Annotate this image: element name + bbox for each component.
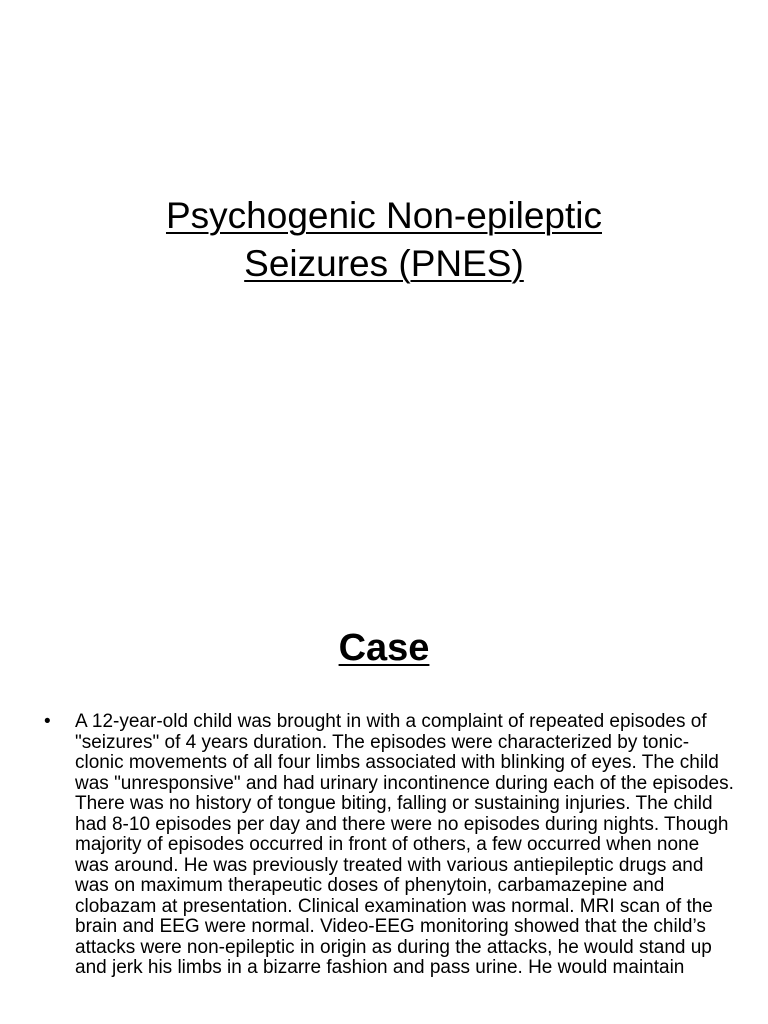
slide-title-line-1: Psychogenic Non-epileptic xyxy=(165,195,602,236)
case-heading-text: Case xyxy=(338,627,430,669)
case-description: A 12-year-old child was brought in with a complaint of repeated episodes of "seizures" of 4 years duration. The episodes were characterized by tonic-clonic movements of all four limbs associated with blinking of eyes. The child was "unresponsive" and had urinary incontinence during each of the episodes. There was no history of tongue biting, falling or sustaining injuries. The child had 8-10 episodes per day and there were no episodes during nights. Though majority of episodes occurred in front of others, a few occurred when none was around. He was previously treated with various antiepileptic drugs and was on maximum therapeutic doses of phenytoin, carbamazepine and clobazam at presentation. Clinical examination was normal. MRI scan of the brain and EEG were normal. Video-EEG monitoring showed that the child’s attacks were non-epileptic in origin as during the attacks, he would stand up and jerk his limbs in a bizarre fashion and pass urine. He would maintain xyxy=(75,711,734,978)
case-bullet-item xyxy=(44,712,734,979)
slide-title-line-2: Seizures (PNES) xyxy=(244,243,524,284)
bullet-icon: • xyxy=(44,711,51,732)
case-heading xyxy=(0,624,768,672)
slide-title xyxy=(0,192,768,288)
case-bullet-list xyxy=(44,712,734,979)
